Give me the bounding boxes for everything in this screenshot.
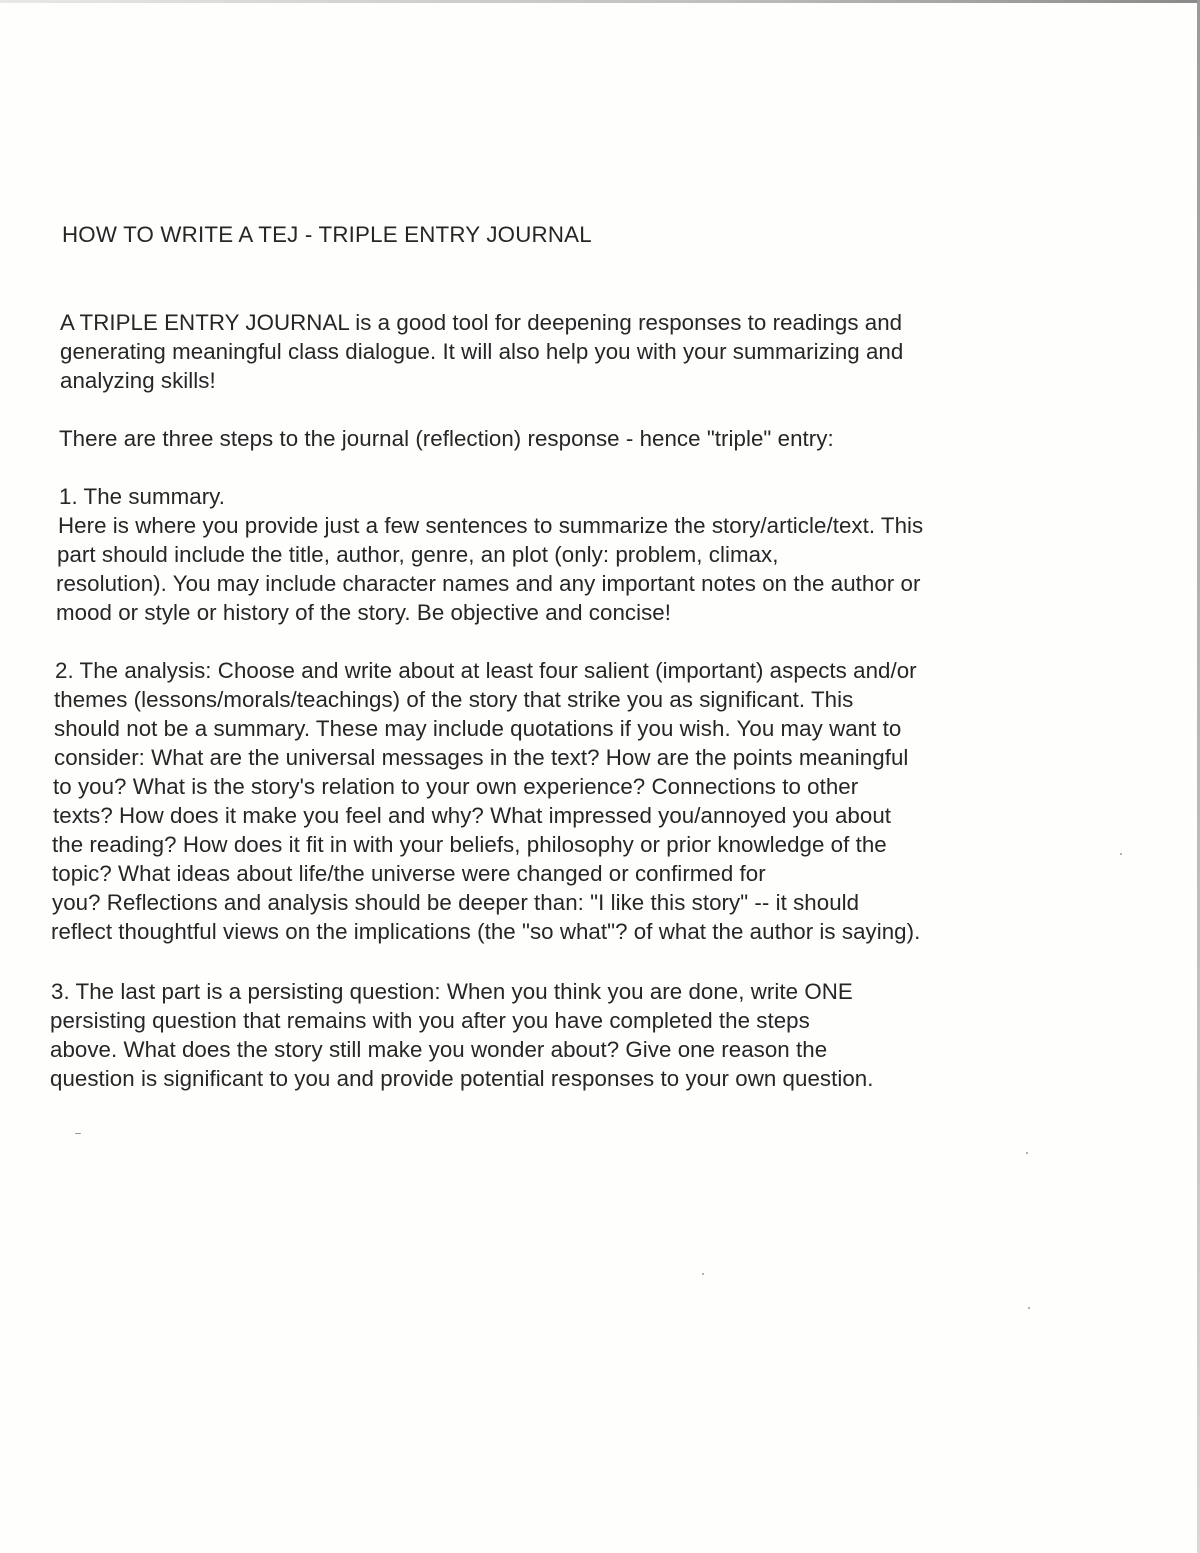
page-title: HOW TO WRITE A TEJ - TRIPLE ENTRY JOURNAL xyxy=(62,222,592,247)
step-3-line: persisting question that remains with you after you have completed the steps xyxy=(50,1008,810,1033)
intro-line: generating meaningful class dialogue. It will also help you with your summarizing and xyxy=(60,339,904,364)
step-3-line: above. What does the story still make you wonder about? Give one reason the xyxy=(50,1037,828,1062)
step-2-line: themes (lessons/morals/teachings) of the story that strike you as significant. This xyxy=(54,687,854,712)
intro-line: analyzing skills! xyxy=(60,368,216,393)
step-2-line: texts? How does it make you feel and why? What impressed you/annoyed you about xyxy=(53,803,892,828)
intro-line: A TRIPLE ENTRY JOURNAL is a good tool for deepening responses to readings and xyxy=(60,310,903,335)
steps-intro-line: There are three steps to the journal (reflection) response - hence "triple" entry: xyxy=(59,426,834,451)
step-1-line: 1. The summary. xyxy=(59,484,225,509)
step-1-line: mood or style or history of the story. Be objective and concise! xyxy=(56,600,672,625)
step-1-line: Here is where you provide just a few sentences to summarize the story/article/text. This xyxy=(58,513,924,538)
step-2-line: should not be a summary. These may include quotations if you wish. You may want to xyxy=(54,716,902,741)
step-2-line: to you? What is the story's relation to your own experience? Connections to other xyxy=(53,774,859,799)
step-2-line: topic? What ideas about life/the universe were changed or confirmed for xyxy=(52,861,766,886)
step-1-line: part should include the title, author, genre, an plot (only: problem, climax, xyxy=(57,542,779,567)
step-1-line: resolution). You may include character names and any important notes on the author or xyxy=(56,571,921,596)
step-2-line: consider: What are the universal messages in the text? How are the points meaningful xyxy=(54,745,909,770)
step-2-line: you? Reflections and analysis should be deeper than: "I like this story" -- it should xyxy=(52,890,860,915)
step-3-line: question is significant to you and provide potential responses to your own question. xyxy=(50,1066,874,1091)
step-3-line: 3. The last part is a persisting question: When you think you are done, write ONE xyxy=(51,979,853,1004)
step-2-line: the reading? How does it fit in with your beliefs, philosophy or prior knowledge of the xyxy=(52,832,887,857)
step-2-line: reflect thoughtful views on the implications (the "so what"? of what the author is saying). xyxy=(51,919,921,944)
step-2-line: 2. The analysis: Choose and write about at least four salient (important) aspects and/or xyxy=(55,658,917,683)
